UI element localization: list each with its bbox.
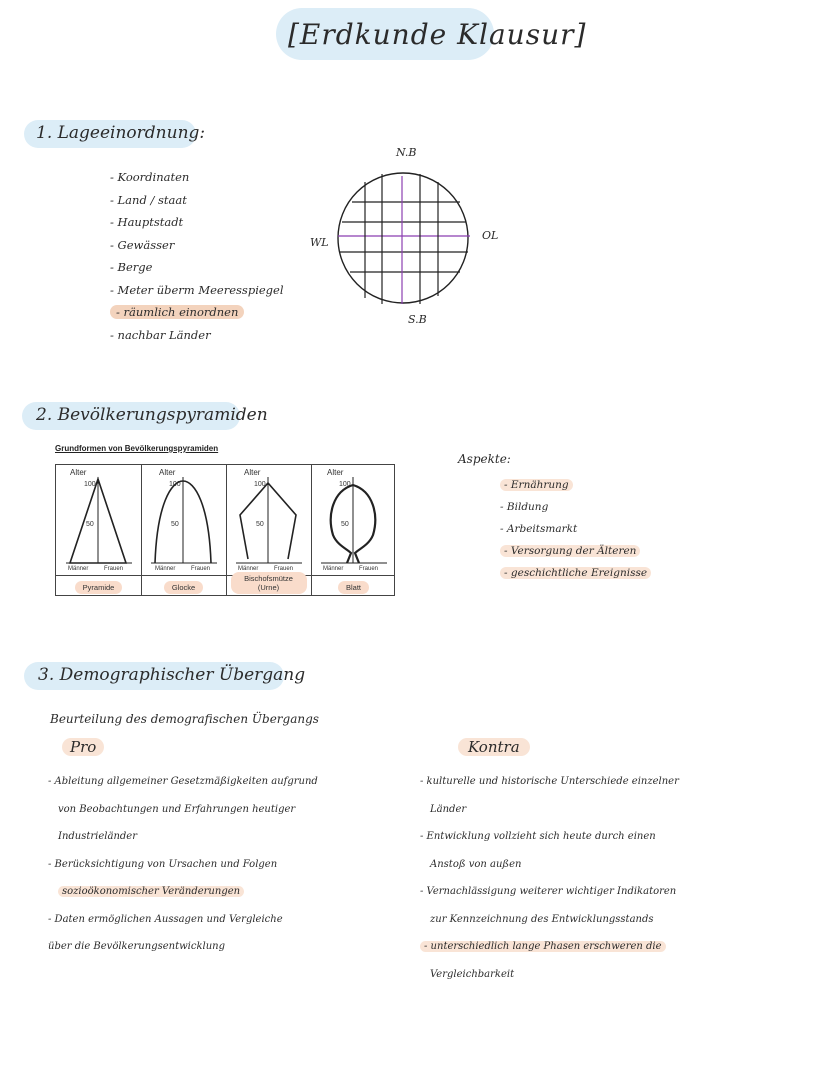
kontra-line: zur Kennzeichnung des Entwicklungsstands: [430, 913, 654, 925]
figure-title: Grundformen von Bevölkerungspyramiden: [55, 444, 219, 453]
blatt-label: Blatt: [338, 581, 369, 594]
kontra-line: - kulturelle und historische Unterschiede einzelner: [420, 776, 679, 787]
list-item: - Meter überm Meeresspiegel: [110, 282, 284, 297]
list-item: - geschichtliche Ereignisse: [500, 562, 651, 584]
pro-line: Industrieländer: [58, 831, 137, 842]
list-item: - nachbar Länder: [110, 327, 211, 342]
figure-box: [55, 464, 395, 596]
kontra-line: Anstoß von außen: [430, 858, 522, 870]
bischofsmuetze-cell: Alter 100 50 Männer Frauen Bischofsmütze (Urne): [226, 465, 312, 595]
kontra-line: - Vernachlässigung weiterer wichtiger Indikatoren: [420, 886, 677, 897]
glocke-label: Glocke: [164, 581, 203, 594]
pro-line: sozioökonomischer Veränderungen: [48, 878, 318, 906]
blatt-cell: Alter 100 50 Männer Frauen Blatt: [311, 465, 396, 595]
glocke-shape: [141, 465, 226, 575]
compass-south: S.B: [408, 313, 427, 326]
kontra-line: Länder: [430, 803, 467, 815]
blatt-shape: [311, 465, 396, 575]
list-item: - Koordinaten: [110, 170, 190, 184]
list-item: - Ernährung: [500, 474, 651, 496]
list-item: - räumlich einordnen: [110, 301, 284, 324]
section2-heading: 2. Bevölkerungspyramiden: [36, 405, 268, 425]
pyramid-shape: [56, 465, 141, 575]
list-item: - Berge: [110, 260, 153, 274]
pro-line: von Beobachtungen und Erfahrungen heutiger: [58, 803, 296, 815]
pro-line: - Ableitung allgemeiner Gesetzmäßigkeiten aufgrund: [48, 776, 318, 787]
list-item: - Bildung: [500, 501, 549, 513]
pro-line: - Daten ermöglichen Aussagen und Vergleiche: [48, 913, 283, 925]
list-item: - Versorgung der Älteren: [500, 540, 651, 562]
pro-line: über die Bevölkerungsentwicklung: [48, 941, 225, 952]
page-title: [Erdkunde Klausur]: [288, 18, 587, 51]
section3-subheading: Beurteilung des demografischen Übergangs: [50, 712, 319, 726]
population-pyramid-figure: [55, 444, 400, 604]
compass-north: N.B: [396, 146, 417, 159]
section3-heading: 3. Demographischer Übergang: [38, 665, 306, 685]
aspekte-heading: Aspekte:: [458, 452, 511, 466]
kontra-line: Vergleichbarkeit: [430, 968, 515, 980]
glocke-cell: Alter 100 50 Männer Frauen Glocke: [141, 465, 227, 595]
compass-east: OL: [482, 229, 499, 242]
list-item: - Arbeitsmarkt: [500, 523, 578, 535]
pyramid-cell: Alter 100 50 Männer Frauen Pyramide: [56, 465, 142, 595]
list-item: - Hauptstadt: [110, 215, 184, 229]
pro-label: Pro: [62, 738, 104, 756]
list-item: - Gewässer: [110, 237, 175, 252]
pro-list: [48, 768, 318, 961]
kontra-list: [420, 768, 679, 988]
bischofsmuetze-shape: [226, 465, 311, 575]
bischofsmuetze-label: Bischofsmütze (Urne): [231, 572, 307, 594]
section1-heading: 1. Lageeinordnung:: [36, 123, 206, 143]
compass-west: WL: [310, 236, 329, 249]
kontra-line: - Entwicklung vollzieht sich heute durch einen: [420, 831, 656, 842]
pro-line: - Berücksichtigung von Ursachen und Folgen: [48, 858, 278, 870]
section1-list: [110, 166, 284, 346]
aspekte-list: [500, 474, 651, 584]
kontra-label: Kontra: [458, 738, 530, 756]
kontra-line: - unterschiedlich lange Phasen erschweren die: [420, 933, 679, 961]
pyramid-label: Pyramide: [75, 581, 123, 594]
list-item: - Land / staat: [110, 192, 187, 207]
